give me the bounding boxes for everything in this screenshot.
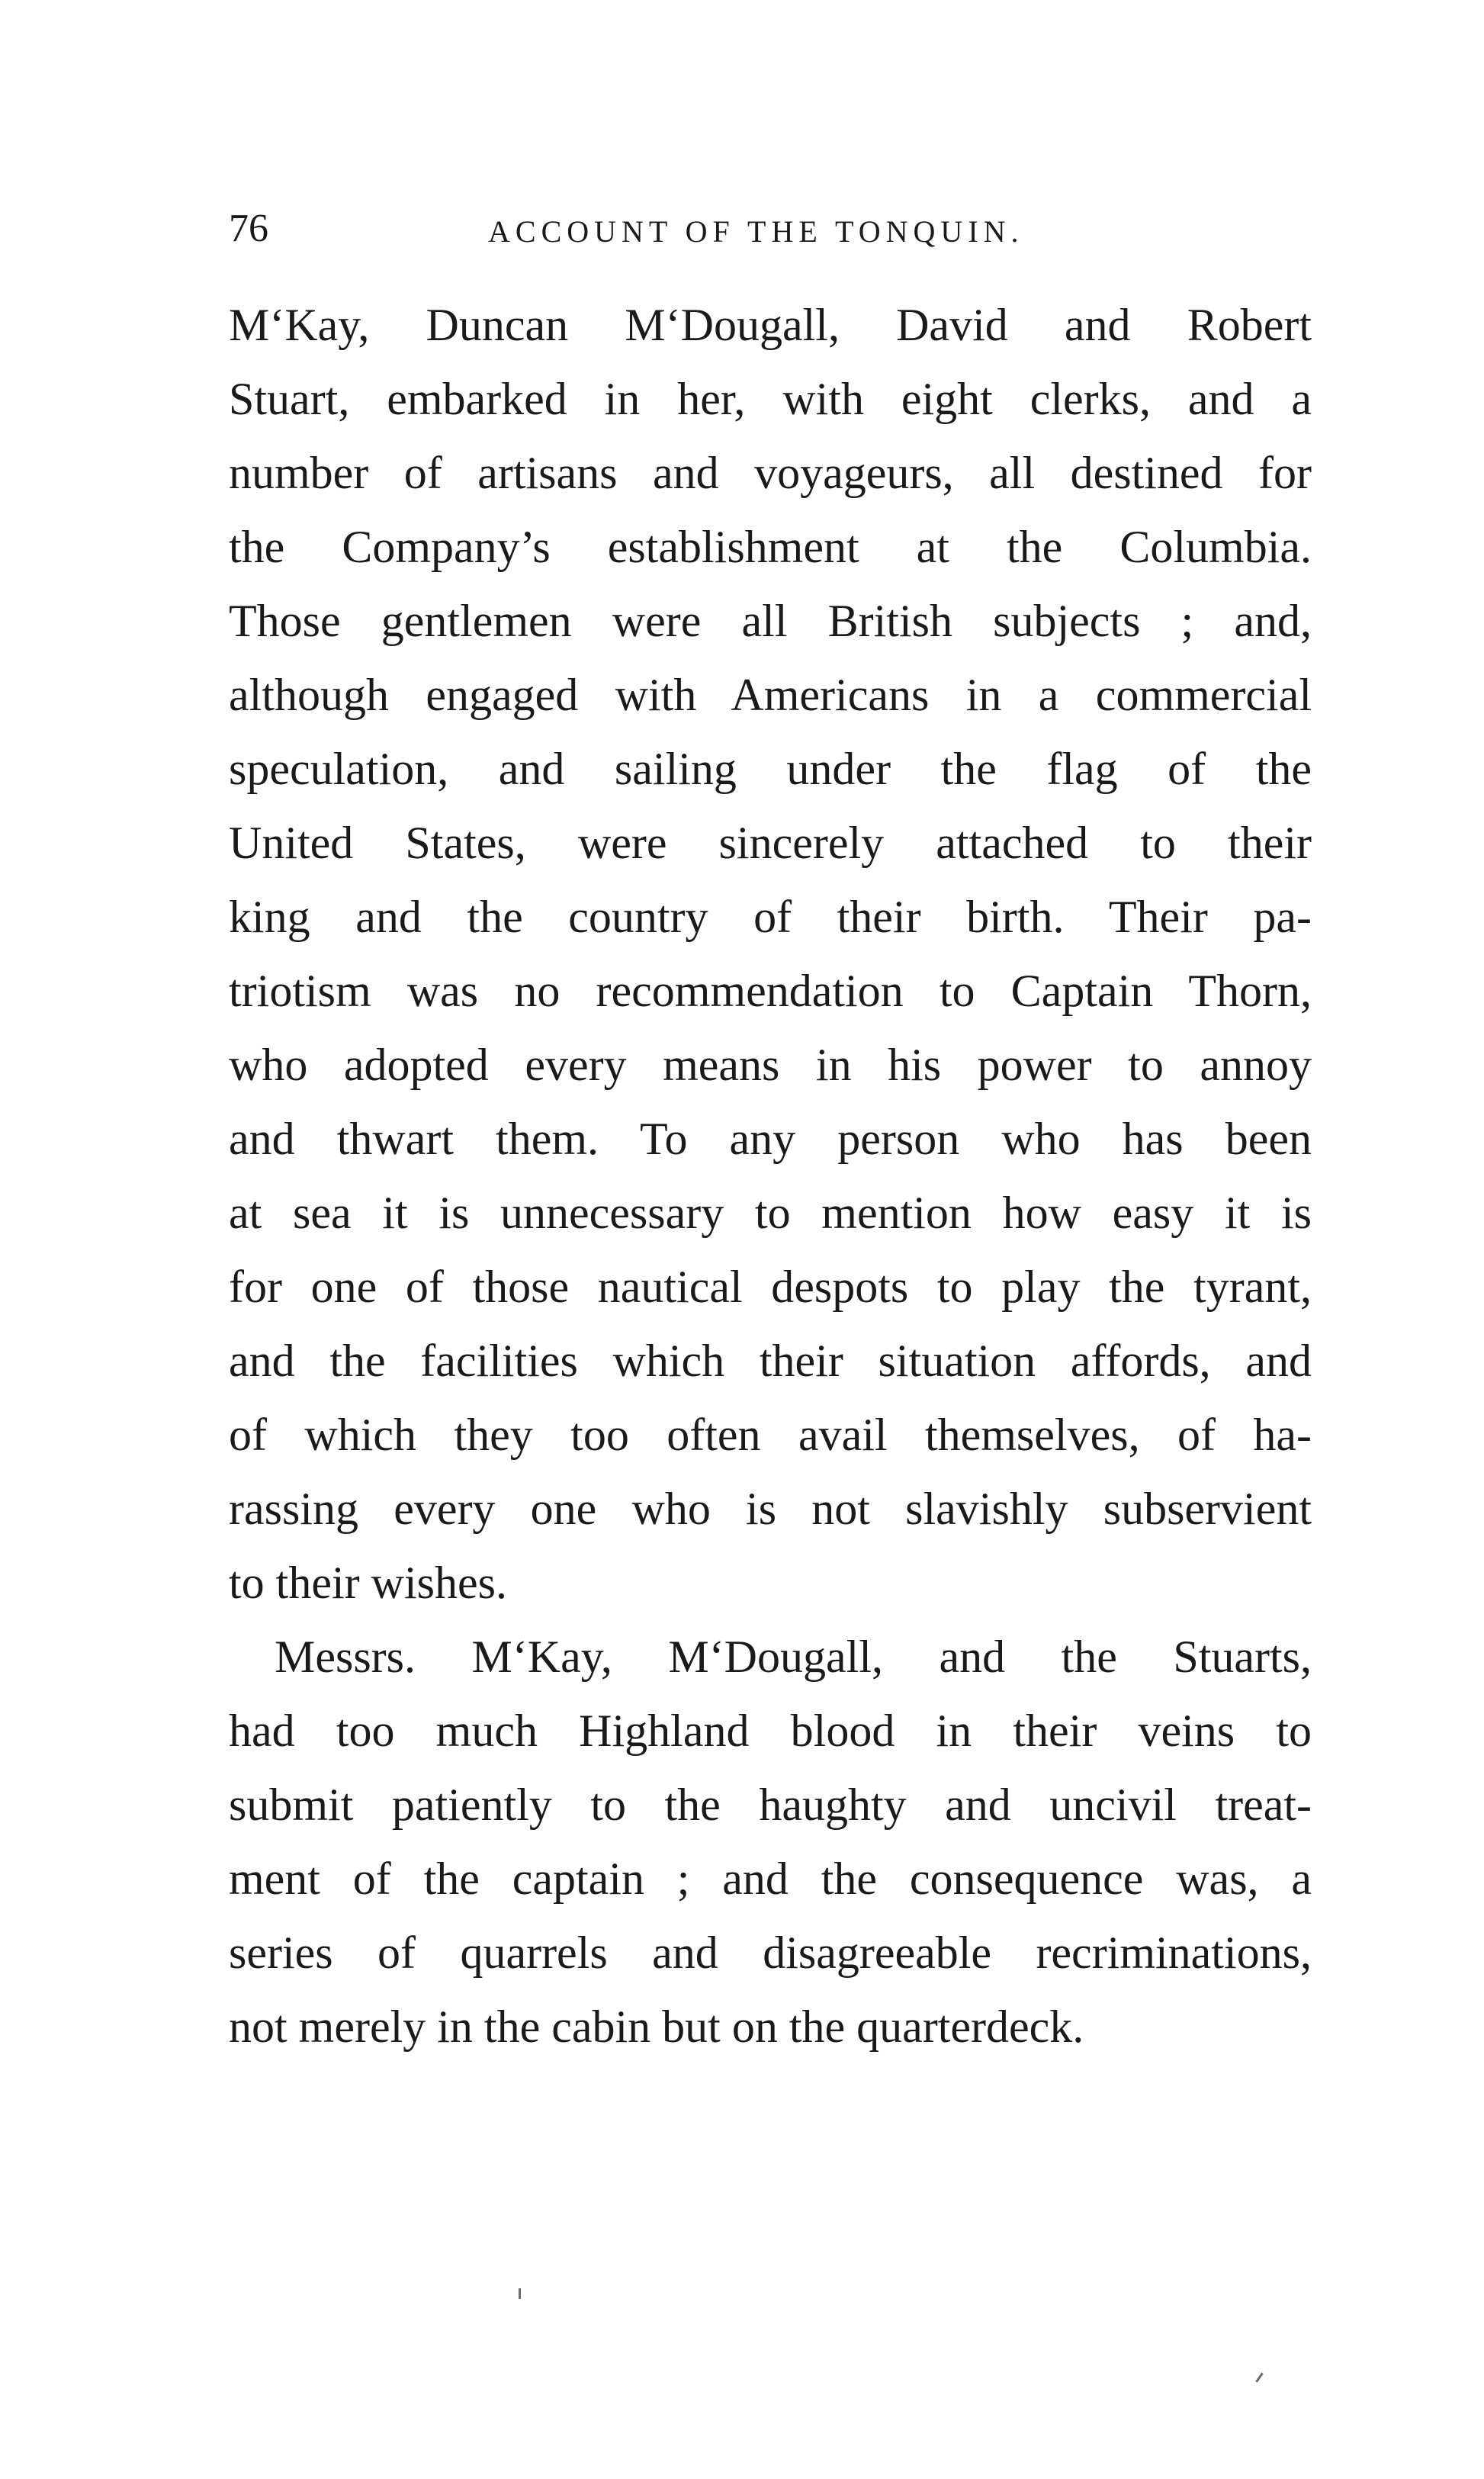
paragraph-2 [229,1620,1312,2064]
body-text [229,288,1312,2064]
text-line: series of quarrels and disagreeable recriminations, [229,1928,1312,1978]
text-line: submit patiently to the haughty and uncivil treat- [229,1780,1312,1830]
scan-speck [519,2288,521,2299]
paragraph-1 [229,288,1312,1620]
text-line: to their wishes. [229,1558,507,1608]
text-line: ment of the captain ; and the consequence was, a [229,1854,1312,1904]
text-line: who adopted every means in his power to annoy [229,1040,1312,1090]
text-line: not merely in the cabin but on the quarterdeck. [229,2002,1084,2052]
text-line: had too much Highland blood in their veins to [229,1706,1312,1756]
text-line: although engaged with Americans in a commercial [229,670,1312,720]
text-line: for one of those nautical despots to play the tyrant, [229,1262,1312,1312]
text-line: the Company’s establishment at the Columbia. [229,522,1312,572]
text-line: Messrs. M‘Kay, M‘Dougall, and the Stuarts, [275,1632,1312,1682]
text-line: king and the country of their birth. Their pa- [229,892,1312,942]
text-line: of which they too often avail themselves, of ha- [229,1410,1312,1460]
text-line: number of artisans and voyageurs, all destined for [229,448,1312,498]
running-title: ACCOUNT OF THE TONQUIN. [488,214,1024,249]
running-head [229,202,1304,256]
text-line: and thwart them. To any person who has been [229,1114,1312,1164]
text-line: triotism was no recommendation to Captain Thorn, [229,966,1312,1016]
text-line: Stuart, embarked in her, with eight clerks, and a [229,374,1312,424]
page-number: 76 [229,207,268,250]
text-line: Those gentlemen were all British subjects ; and, [229,596,1312,646]
text-line: M‘Kay, Duncan M‘Dougall, David and Robert [229,300,1312,350]
text-line: United States, were sincerely attached to their [229,818,1312,868]
text-line: and the facilities which their situation affords, and [229,1336,1312,1386]
text-line: at sea it is unnecessary to mention how easy it is [229,1188,1312,1238]
text-line: rassing every one who is not slavishly subservient [229,1484,1312,1534]
scan-speck [1255,2372,1263,2382]
text-line: speculation, and sailing under the flag of the [229,744,1312,794]
